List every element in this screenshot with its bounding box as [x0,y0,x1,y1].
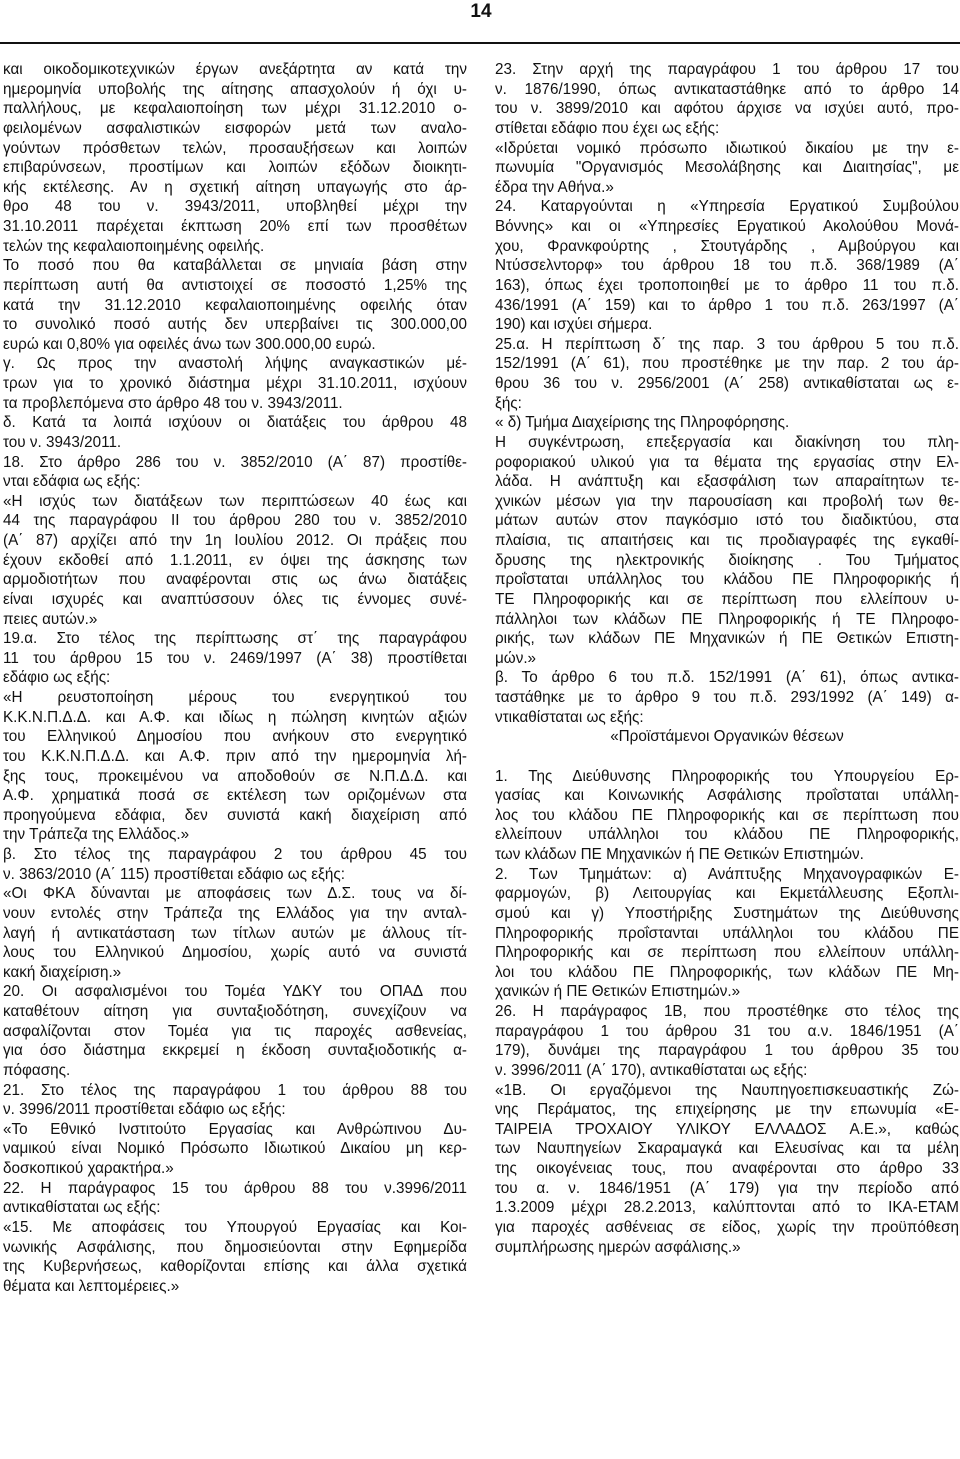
text-line: το συνολικό ποσό αυτής δεν υπερβαίνει τις 300.000,00 [3,316,467,334]
text-line: αντικαθίσταται ως εξής: [3,1199,161,1217]
text-line: Η συγκέντρωση, επεξεργασία και διακίνηση του πλη- [495,433,959,451]
text-line: δρυσης της ηλεκτρονικής διοίκησης . Του Τμήματος [495,551,959,569]
text-line: 11 του άρθρου 15 του ν. 2469/1997 (Α΄ 38) προστίθεται [3,649,467,667]
text-line: Κ.Κ.Ν.Π.Δ.Δ. και Α.Φ. και ιδίως η πώληση κινητών αξιών [3,708,467,726]
text-line: κακή διαχείριση.» [3,963,122,981]
text-line: προΐσταται υπάλληλος του κλάδου ΠΕ Πληροφορικής ή [495,571,959,589]
text-line: 22. Η παράγραφος 15 του άρθρου 88 του ν.3996/2011 [3,1179,467,1197]
text-line: τα προβλεπόμενα στο άρθρο 48 του ν. 3943/2011. [3,394,343,412]
text-line: και οικοδομικοτεχνικών έργων ανεξάρτητα αν κατά την [3,61,467,78]
text-line: δ. Κατά τα λοιπά ισχύουν οι διατάξεις του άρθρου 48 [3,414,467,432]
text-line: της Κυβερνήσεως, καθορίζονται επίσης και άλλα σχετικά [3,1258,467,1276]
text-line: 2. Των Τμημάτων: α) Ανάπτυξης Μηχανογραφικών Ε- [495,865,959,883]
text-line: μών.» [495,649,537,667]
text-line: 21. Στο τέλος της παραγράφου 1 του άρθρου 88 του [3,1081,467,1099]
text-line: «Η ισχύς των διατάξεων των περιπτώσεων 40 έως και [3,492,467,510]
text-line: 152/1991 (Α΄ 61), που προστέθηκε με την παρ. 2 του άρ- [495,355,959,373]
text-line: ξης τους, προκειμένου να αποδοθούν σε Ν.Π.Δ.Δ. και [3,767,467,785]
text-line: 163), όπως έχει τροποποιηθεί με το άρθρο 11 του π.δ. [495,276,959,294]
text-line: την Τράπεζα της Ελλάδος.» [3,826,190,844]
text-line: για όσο διάστημα εκκρεμεί η έκδοση συνταξιοδοτικής α- [3,1042,467,1060]
text-line: «Ιδρύεται νομικό πρόσωπο ιδιωτικού δικαίου με την ε- [495,139,959,157]
text-line: 436/1991 (Α΄ 159) και το άρθρο 1 του π.δ. 263/1997 (Α΄ [495,296,959,314]
left-column [3,60,467,1296]
text-line: λαγή ή αντικατάσταση των τίτλων αυτών με άλλους τίτ- [3,924,467,942]
text-line: νωνικής Ασφάλισης, που δημοσιεύονται στην Εφημερίδα [3,1238,467,1256]
text-line: ν. 3996/2011 προστίθεται εδάφιο ως εξής: [3,1101,286,1119]
text-line: αρμοδιοτήτων που αναφέρονται στις ως άνω διατάξεις [3,571,467,589]
text-line: είναι ισχυρές και αναπτύσσουν όλες τις έννομες συνέ- [3,590,467,608]
text-line: (Α΄ 87) αρχίζει από την 1η Ιουλίου 2012. Οι πράξεις που [3,532,467,549]
text-line: της οικογένειας τους, που αναφέρονται στο άρθρο 33 [495,1160,959,1177]
text-line: τελών της κεφαλαιοποιημένης οφειλής. [3,237,265,255]
text-line: νης Περάματος, της επιχείρησης με την επωνυμία «Ε- [495,1101,959,1119]
text-line: ν. 3996/2011 (Α΄ 170), αντικαθίσταται ως εξής: [495,1061,808,1079]
text-line: ρικής, των κλάδων ΠΕ Μηχανικών ή ΠΕ Θετικών Επιστη- [495,630,959,648]
blank-line [495,747,959,767]
text-line: πλαίσια, τις απαιτήσεις και τις προδιαγραφές της εγκαθί- [495,532,959,549]
header-rule [0,42,960,44]
text-line: έχουν εκδοθεί από 1.1.2011, εν όψει της άσκησης των [3,551,467,569]
text-line: περίπτωση αυτή θα αντιστοιχεί σε ποσοστό 1,25% της [3,276,467,294]
text-line: Το ποσό που θα καταβάλλεται σε μηνιαία βάση στην [3,257,467,275]
text-line: μάτων αυτών στον παγκόσμιο ιστό του διαδικτύου, στα [495,512,959,530]
text-line: 19.α. Στο τέλος της περίπτωσης στ΄ της παραγράφου [3,630,467,648]
text-line: τρων για το χρονικό διάστημα μέχρι 31.10.2011, ισχύουν [3,375,467,392]
text-line: ΤΕ Πληροφορικής και σε περίπτωση που ελλείπουν υ- [495,590,959,608]
text-line: πόφασης. [3,1061,71,1079]
text-line: του ν. 3943/2011. [3,433,122,451]
text-line: ντικαθίσταται ως εξής: [495,708,644,726]
text-line: ευρώ και 0,80% για οφειλές άνω των 300.000,00 ευρώ. [3,335,376,353]
text-line: φειλομένων ασφαλιστικών εισφορών μετά των αναλο- [3,119,467,137]
text-line: φαρμογών, β) Λειτουργίας και Εκμετάλλευσης Εξοπλι- [495,885,959,903]
text-line: Α.Φ. χρηματικά ποσά σε εκτέλεση των οριζομένων στα [3,787,467,805]
text-line: του Κ.Κ.Ν.Π.Δ.Δ. και Α.Φ. πριν από την ημερομηνία λή- [3,747,467,765]
text-line: 1.3.2009 μέχρι 28.2.2013, καλύπτονται από το ΙΚΑ-ΕΤΑΜ [495,1199,959,1217]
text-line: 1. Της Διεύθυνσης Πληροφορικής του Υπουργείου Ερ- [495,767,959,785]
text-line: β. Το άρθρο 6 του π.δ. 152/1991 (Α΄ 61), όπως αντικα- [495,669,959,687]
text-line: στίθεται εδάφιο που έχει ως εξής: [495,119,720,137]
right-column [495,60,959,1257]
text-line: των κλάδων ΠΕ Μηχανικών ή ΠΕ Θετικών Επιστημών. [495,846,864,863]
text-line: πάλληλοι των κλάδων ΠΕ Πληροφορικής ή ΤΕ Πληροφο- [495,610,959,628]
text-line: ελλείπουν υπάλληλοι του κλάδου ΠΕ Πληροφορικής, [495,826,959,844]
text-line: ροφοριακού υλικού για τα θέματα της εργασίας στην Ελ- [495,453,959,471]
text-line: ημερομηνία υποβολής της αίτησης απασχολούν ή όχι υ- [3,80,467,98]
text-line: δοσκοπικού χαρακτήρα.» [3,1160,174,1177]
text-line: 23. Στην αρχή της παραγράφου 1 του άρθρου 17 του [495,61,959,78]
text-line: γασίας και Κοινωνικής Ασφάλισης προΐσταται υπάλλη- [495,787,959,805]
text-line: επιβαρύνσεων, προστίμων και λοιπών εξόδων διοικητι- [3,159,467,177]
text-line: λοι του κλάδου ΠΕ Πληροφορικής, των κλάδων ΠΕ Μη- [495,963,959,981]
text-line: νται εδάφια ως εξής: [3,473,141,491]
text-line: παραγράφου 1 του άρθρου 31 του α.ν. 1846/1951 (Α΄ [495,1022,959,1040]
text-line: 20. Οι ασφαλισμένοι του Τομέα ΥΔΚΥ του ΟΠΑΔ που [3,983,467,1001]
text-line: «Οι ΦΚΑ δύνανται με αποφάσεις των Δ.Σ. τους να δί- [3,885,467,903]
text-line: θρου 36 του ν. 2956/2001 (Α΄ 258) αντικαθίσταται ως ε- [495,375,959,392]
text-line: ΤΑΙΡΕΙΑ ΤΡΟΧΑΙΟΥ ΥΛΙΚΟΥ ΕΛΛΑΔΟΣ Α.Ε.», καθώς [495,1120,959,1138]
text-line: καταθέτουν αίτηση για συνταξιοδότηση, συνεχίζουν να [3,1003,467,1020]
text-line: ταστάθηκε με το άρθρο 9 του π.δ. 293/1992 (Α΄ 149) α- [495,689,959,706]
text-line: ν. 3863/2010 (Α΄ 115) προστίθεται εδάφιο ως εξής: [3,865,345,883]
text-line: «15. Με αποφάσεις του Υπουργού Εργασίας και Κοι- [3,1218,467,1236]
text-line: χανικών ή ΠΕ Θετικών Επιστημών.» [495,983,741,1001]
text-line: θέματα και λεπτομέρειες.» [3,1277,180,1295]
text-line: του α. ν. 1846/1951 (Α΄ 179) για την περίοδο από [495,1179,959,1197]
text-line: 31.10.2011 παρέχεται έκπτωση 20% επί των προσθέτων [3,218,467,235]
text-line: των Ναυπηγείων Σκαραμαγκά και Ελευσίνας και τα μέλη [495,1140,959,1158]
text-line: Βόννης» και οι «Υπηρεσίες Εργατικού Ακολούθου Μονά- [495,218,959,235]
text-line: ξής: [495,394,522,412]
text-line: γ. Ως προς την αναστολή λήψης αναγκαστικών μέ- [3,355,467,373]
text-line: προηγούμενα εδάφια, δεν συνιστά κακή διαχείριση από [3,806,467,824]
text-line: 190) και ισχύει σήμερα. [495,316,653,334]
text-line: β. Στο τέλος της παραγράφου 2 του άρθρου 45 του [3,846,467,863]
text-line: « δ) Τμήμα Διαχείρισης της Πληροφόρησης. [495,414,790,432]
text-line: λους του Ελληνικού Δημοσίου, χωρίς αυτό να συνιστά [3,944,467,962]
text-line: 26. Η παράγραφος 1Β, που προστέθηκε στο τέλος της [495,1003,959,1020]
text-line: συμπλήρωσης ημερών ασφάλισης.» [495,1238,741,1256]
text-line: Πληροφορικής και σε περίπτωση που ελλείπουν υπάλλη- [495,944,959,962]
text-line: «Το Εθνικό Ινστιτούτο Εργασίας και Ανθρώπινου Δυ- [3,1120,467,1138]
text-line: παλλήλους, με κεφαλαιοποίηση των μέχρι 31.12.2010 ο- [3,100,467,118]
text-line: σμού και γ) Υποστήριξης Συστημάτων της Διεύθυνσης [495,904,959,922]
text-line: νουν εντολές στην Τράπεζα της Ελλάδος για την ανταλ- [3,904,467,922]
text-line: «Προϊστάμενοι Οργανικών θέσεων [610,728,844,746]
text-line: πειες αυτών.» [3,610,98,628]
text-line: 44 της παραγράφου ΙΙ του άρθρου 280 του ν. 3852/2010 [3,512,467,530]
text-line: του ν. 3899/2010 και αφότου άρχισε να ισχύει αυτό, προ- [495,100,959,118]
text-line: «Η ρευστοποίηση μέρους του ενεργητικού του [3,689,467,706]
text-line: του Ελληνικού Δημοσίου που ανήκουν στο ενεργητικό [3,728,467,746]
text-line: κής εκτέλεσης. Αν η σχετική αίτηση υπαγωγής στο άρ- [3,178,467,196]
text-line: 24. Καταργούνται η «Υπηρεσία Εργατικού Συμβούλου [495,198,959,216]
text-line: 18. Στο άρθρο 286 του ν. 3852/2010 (Α΄ 87) προστίθε- [3,453,467,471]
text-line: κατά την 31.12.2010 κεφαλαιοποιημένης οφειλής όταν [3,296,467,314]
text-line: Πληροφορικής προΐστανται υπάλληλοι του κλάδου ΠΕ [495,924,959,942]
text-line: 179), δυνάμει της παραγράφου 1 του άρθρου 35 του [495,1042,959,1060]
text-line: ναμικού είναι Νομικό Πρόσωπο Ιδιωτικού Δικαίου μη κερ- [3,1140,467,1158]
text-line: λος του κλάδου ΠΕ Πληροφορικής και σε περίπτωση που [495,806,959,824]
text-line: ν. 1876/1990, όπως αντικαταστάθηκε από το άρθρο 14 [495,80,959,98]
text-line: έδρα την Αθήνα.» [495,178,614,196]
page-number: 14 [470,1,492,22]
text-line: Ντύσσελντορφ» του άρθρου 18 του π.δ. 368/1989 (Α΄ [495,257,959,275]
text-line: χου, Φρανκφούρτης , Στουτγάρδης , Αμβούργου και [495,237,959,255]
text-line: θρο 48 του ν. 3943/2011, υποβληθεί μέχρι την [3,198,467,216]
text-line: ασφαλίζονται στον Τομέα για τις παροχές ασθενείας, [3,1022,467,1040]
text-line: χνικών μέσων για την παρουσίαση και προβολή των θε- [495,492,959,510]
text-line: «1Β. Οι εργαζόμενοι της Ναυπηγοεπισκευαστικής Ζώ- [495,1081,959,1099]
text-line: 25.α. Η περίπτωση δ΄ της παρ. 3 του άρθρου 5 του π.δ. [495,335,959,353]
text-line: για παροχές ασθένειας σε είδος, χωρίς την προϋπόθεση [495,1218,959,1236]
text-line: πωνυμία "Οργανισμός Μεσολάβησης και Διαιτησίας", με [495,159,959,177]
text-line: εδάφιο ως εξής: [3,669,111,687]
text-line: λάδα. Η ανάπτυξη και εξασφάλιση των απαραίτητων τε- [495,473,959,491]
text-line: γούντων πρόσθετων τελών, προσαυξήσεων και λοιπών [3,139,467,157]
